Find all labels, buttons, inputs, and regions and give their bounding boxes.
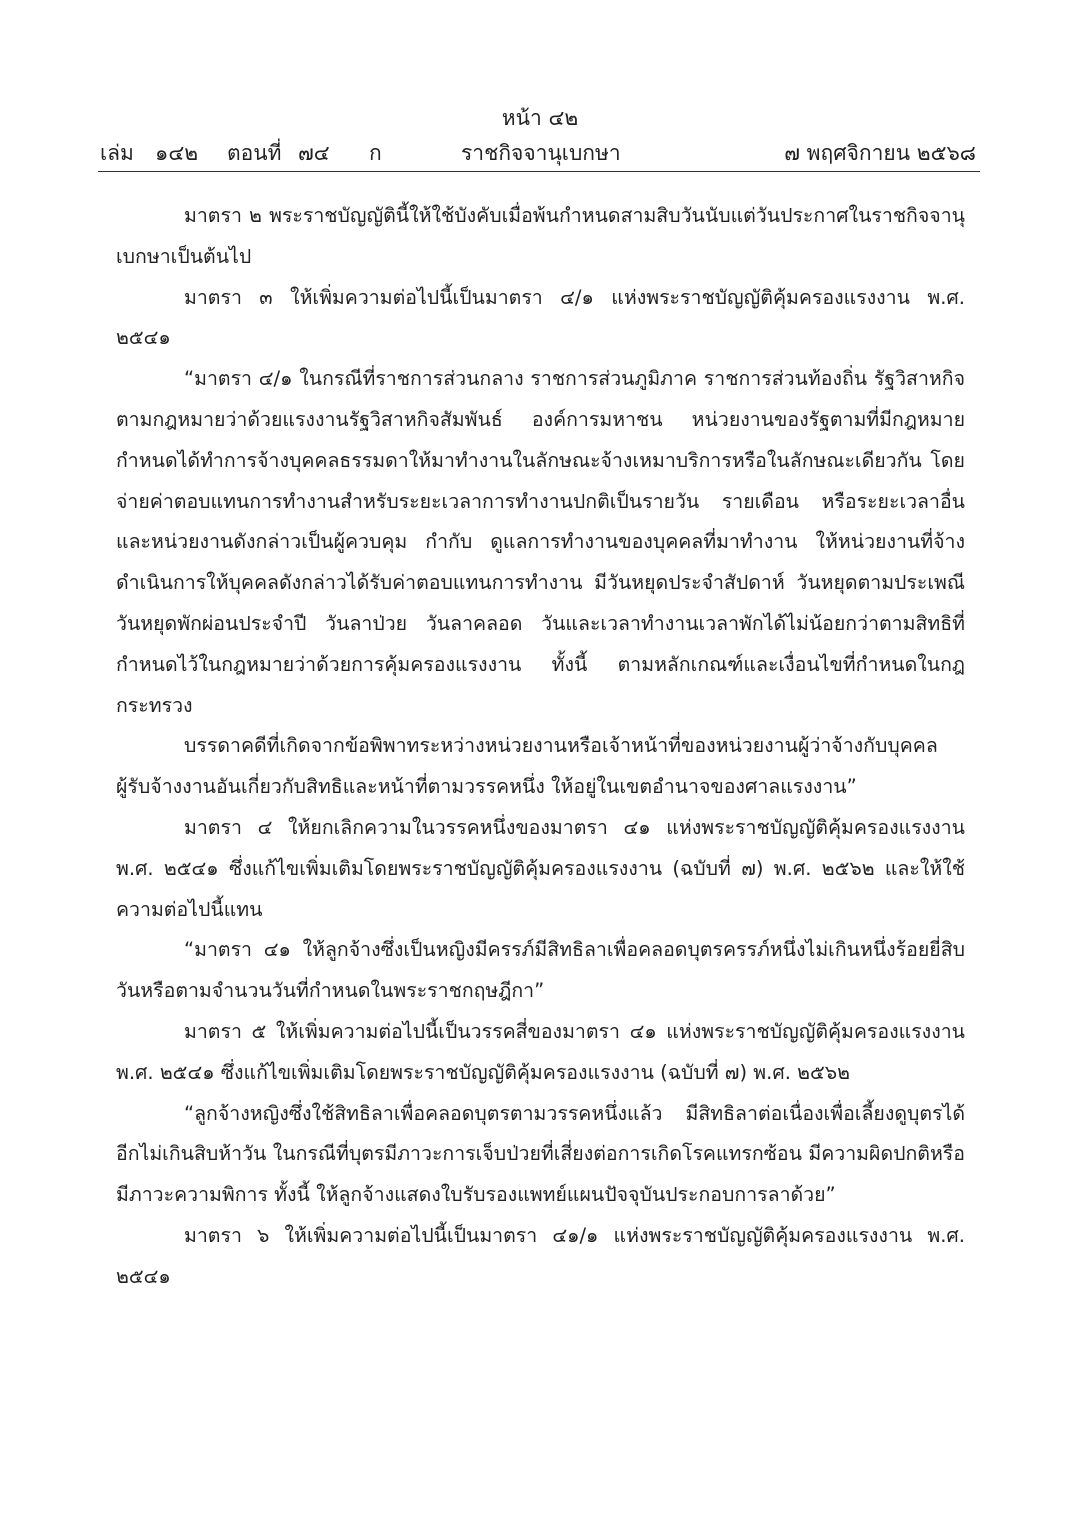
paragraph-section-3: มาตรา ๓ ให้เพิ่มความต่อไปนี้เป็นมาตรา ๔/๑ แห่งพระราชบัญญัติคุ้มครองแรงงาน พ.ศ. ๒๕๔๑ bbox=[116, 285, 965, 350]
document-body bbox=[116, 196, 965, 1298]
gazette-header bbox=[100, 139, 976, 169]
paragraph-section-41: “มาตรา ๔๑ ให้ลูกจ้างซึ่งเป็นหญิงมีครรภ์มีสิทธิลาเพื่อคลอดบุตรครรภ์หนึ่งไม่เกินหนึ่งร้อยยี่สิบวันหรือตามจำนวนวันที่กำหนดในพระราชกฤษฎีกา” bbox=[116, 938, 965, 1003]
issue-date: ๗ พฤศจิกายน ๒๕๖๘ bbox=[784, 141, 976, 165]
paragraph-section-2: มาตรา ๒ พระราชบัญญัตินี้ให้ใช้บังคับเมื่อพ้นกำหนดสามสิบวันนับแต่วันประกาศในราชกิจจานุเบกษาเป็นต้นไป bbox=[116, 204, 965, 268]
gazette-name: ราชกิจจานุเบกษา bbox=[461, 141, 621, 165]
paragraph-section-4: มาตรา ๔ ให้ยกเลิกความในวรรคหนึ่งของมาตรา ๔๑ แห่งพระราชบัญญัติคุ้มครองแรงงาน พ.ศ. ๒๕๔๑ ซึ่งแก้ไขเพิ่มเติมโดยพระราชบัญญัติคุ้มครองแรงงาน (ฉบับที่ ๗) พ.ศ. ๒๕๖๒ และให้ใช้ความต่อไปนี้แทน bbox=[116, 815, 965, 921]
paragraph-section-5: มาตรา ๕ ให้เพิ่มความต่อไปนี้เป็นวรรคสี่ของมาตรา ๔๑ แห่งพระราชบัญญัติคุ้มครองแรงงาน พ.ศ. ๒๕๔๑ ซึ่งแก้ไขเพิ่มเติมโดยพระราชบัญญัติคุ้มครองแรงงาน (ฉบับที่ ๗) พ.ศ. ๒๕๖๒ bbox=[116, 1019, 965, 1084]
volume-number: ๑๔๒ bbox=[155, 141, 199, 165]
page-number: หน้า ๔๒ bbox=[501, 106, 579, 130]
paragraph-section-41-para-4: “ลูกจ้างหญิงซึ่งใช้สิทธิลาเพื่อคลอดบุตรตามวรรคหนึ่งแล้ว มีสิทธิลาต่อเนื่องเพื่อเลี้ยงดูบุตรได้อีกไม่เกินสิบห้าวัน ในกรณีที่บุตรมีภาวะการเจ็บป่วยที่เสี่ยงต่อการเกิดโรคแทรกซ้อน มีความผิดปกติหรือมีภาวะความพิการ ทั้งนี้ ให้ลูกจ้างแสดงใบรับรองแพทย์แผนปัจจุบันประกอบการลาด้วย” bbox=[116, 1101, 965, 1207]
header-divider bbox=[98, 171, 980, 172]
paragraph-section-4-1: “มาตรา ๔/๑ ในกรณีที่ราชการส่วนกลาง ราชการส่วนภูมิภาค ราชการส่วนท้องถิ่น รัฐวิสาหกิจตามกฎหมายว่าด้วยแรงงานรัฐวิสาหกิจสัมพันธ์ องค์การมหาชน หน่วยงานของรัฐตามที่มีกฎหมายกำหนดได้ทำการจ้างบุคคลธรรมดาให้มาทำงานในลักษณะจ้างเหมาบริการหรือในลักษณะเดียวกัน โดยจ่ายค่าตอบแทนการทำงานสำหรับระยะเวลาการทำงานปกติเป็นรายวัน รายเดือน หรือระยะเวลาอื่น และหน่วยงานดังกล่าวเป็นผู้ควบคุม กำกับ ดูแลการทำงานของบุคคลที่มาทำงาน ให้หน่วยงานที่จ้างดำเนินการให้บุคคลดังกล่าวได้รับค่าตอบแทนการทำงาน มีวันหยุดประจำสัปดาห์ วันหยุดตามประเพณี วันหยุดพักผ่อนประจำปี วันลาป่วย วันลาคลอด วันและเวลาทำงานเวลาพักได้ไม่น้อยกว่าตามสิทธิที่กำหนดไว้ในกฎหมายว่าด้วยการคุ้มครองแรงงาน ทั้งนี้ ตามหลักเกณฑ์และเงื่อนไขที่กำหนดในกฎกระทรวง bbox=[116, 367, 965, 717]
section-letter: ก bbox=[369, 141, 382, 165]
paragraph-section-6: มาตรา ๖ ให้เพิ่มความต่อไปนี้เป็นมาตรา ๔๑/๑ แห่งพระราชบัญญัติคุ้มครองแรงงาน พ.ศ. ๒๕๔๑ bbox=[116, 1223, 965, 1288]
paragraph-section-4-1-para-2: บรรดาคดีที่เกิดจากข้อพิพาทระหว่างหน่วยงานหรือเจ้าหน้าที่ของหน่วยงานผู้ว่าจ้างกับบุคคลผู้รับจ้างงานอันเกี่ยวกับสิทธิและหน้าที่ตามวรรคหนึ่ง ให้อยู่ในเขตอำนาจของศาลแรงงาน” bbox=[116, 734, 938, 799]
volume-label: เล่ม bbox=[100, 141, 134, 165]
issue-number: ๗๔ bbox=[298, 141, 330, 165]
issue-label: ตอนที่ bbox=[227, 141, 282, 165]
